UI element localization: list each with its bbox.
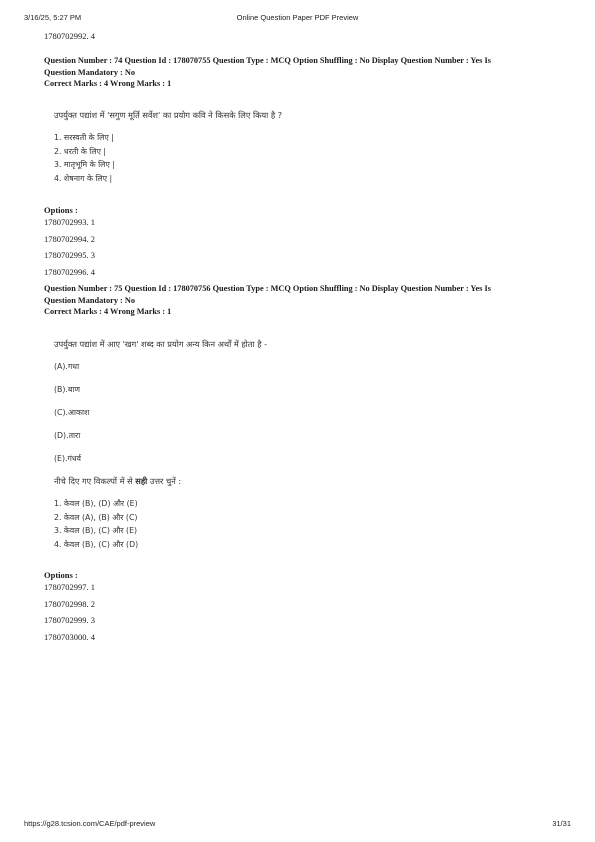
q75-instruction — [54, 476, 181, 487]
q75-choice-4: 4. केवल (B), (C) और (D) — [54, 539, 139, 549]
q75-option-id-3: 1780702999. 3 — [44, 615, 95, 625]
print-datetime: 3/16/25, 5:27 PM — [24, 13, 82, 22]
q74-choice-1: 1. सरस्वती के लिए | — [54, 133, 114, 142]
q75-choice-1: 1. केवल (B), (D) और (E) — [54, 499, 138, 508]
q75-part-c: (C).आकाश — [54, 408, 90, 417]
q74-option-id-2: 1780702994. 2 — [44, 233, 95, 244]
q75-part-e: (E).गंधर्व — [54, 454, 82, 463]
q74-choice-4: 4. शेषनाग के लिए | — [54, 173, 113, 183]
q74-option-id-4: 1780702996. 4 — [44, 266, 95, 277]
q74-options-label: Options : — [44, 205, 78, 215]
q75-meta-line2: Question Mandatory : No — [44, 295, 136, 305]
q75-choice-2: 2. केवल (A), (B) और (C) — [54, 512, 138, 522]
q75-option-id-1: 1780702997. 1 — [44, 582, 95, 592]
q75-instruction-suffix: उत्तर चुनें : — [147, 476, 182, 486]
q75-option-ids — [44, 579, 95, 645]
q75-instruction-bold: सही — [135, 476, 148, 486]
q75-option-id-4: 1780703000. 4 — [44, 631, 95, 642]
print-title: Online Question Paper PDF Preview — [236, 13, 359, 22]
q75-meta-line3: Correct Marks : 4 Wrong Marks : 1 — [44, 307, 172, 316]
q75-part-b: (B).बाण — [54, 385, 81, 394]
q75-part-a: (A).गधा — [54, 362, 80, 371]
q74-question-text: उपर्युक्त पद्यांश में 'सगुण मूर्ति सर्वेश' का प्रयोग कवि ने किसके लिए किया है ? — [54, 110, 283, 120]
q75-option-id-2: 1780702998. 2 — [44, 598, 95, 609]
q74-meta-line3: Correct Marks : 4 Wrong Marks : 1 — [44, 79, 172, 88]
q74-choices — [54, 131, 115, 185]
q75-part-d: (D).तारा — [54, 431, 81, 440]
print-url: https://g28.tcsion.com/CAE/pdf-preview — [24, 819, 156, 828]
q74-choice-2: 2. धरती के लिए | — [54, 146, 107, 156]
q75-meta — [44, 283, 564, 318]
q75-options-label: Options : — [44, 570, 78, 580]
q74-option-ids — [44, 214, 95, 280]
q75-meta-line1: Question Number : 75 Question Id : 178070756 Question Type : MCQ Option Shuffling : No Display Question Number : Yes Is — [44, 284, 491, 293]
carryover-option-id: 1780702992. 4 — [44, 31, 95, 41]
q75-choices — [54, 497, 138, 551]
q74-choice-3: 3. मातृभूमि के लिए | — [54, 160, 115, 169]
q75-question-text: उपर्युक्त पद्यांश में आए 'खग' शब्द का प्रयोग अन्य किन अर्थों में होता है - — [54, 339, 268, 349]
q74-option-id-3: 1780702995. 3 — [44, 250, 95, 260]
q75-choice-3: 3. केवल (B), (C) और (E) — [54, 526, 138, 535]
q75-instruction-prefix: नीचे दिए गए विकल्पों में से — [54, 476, 136, 486]
q74-meta-line1: Question Number : 74 Question Id : 178070755 Question Type : MCQ Option Shuffling : No Display Question Number : Yes Is — [44, 56, 491, 65]
print-page-number: 31/31 — [552, 819, 571, 828]
q74-meta-line2: Question Mandatory : No — [44, 67, 136, 77]
q74-option-id-1: 1780702993. 1 — [44, 217, 95, 227]
q74-meta — [44, 55, 564, 90]
